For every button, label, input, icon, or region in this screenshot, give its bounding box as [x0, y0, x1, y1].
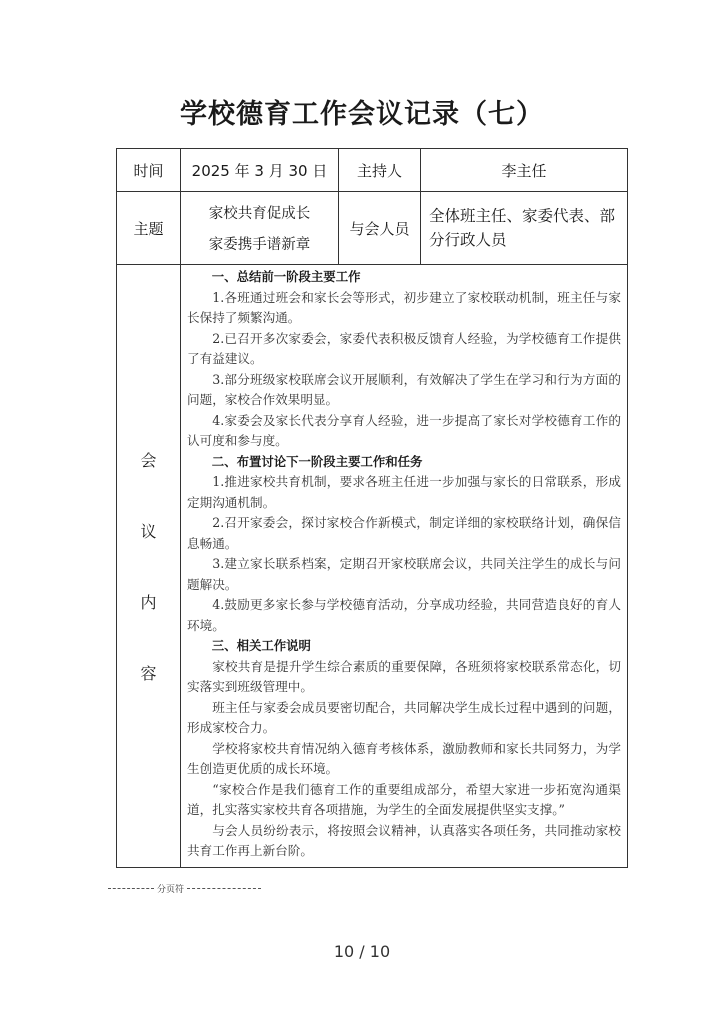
content-paragraph: 4.鼓励更多家长参与学校德育活动，分享成功经验，共同营造良好的育人环境。 [187, 597, 621, 633]
host-value: 李主任 [421, 149, 628, 192]
content-paragraph: 4.家委会及家长代表分享育人经验，进一步提高了家长对学校德育工作的认可度和参与度。 [187, 412, 621, 448]
time-value: 2025 年 3 月 30 日 [181, 149, 339, 192]
section-heading: 二、布置讨论下一阶段主要工作和任务 [211, 453, 423, 469]
content-paragraph: 学校将家校共育情况纳入德育考核体系，激励教师和家长共同努力，为学生创造更优质的成长环境。 [187, 740, 621, 776]
time-label: 时间 [117, 149, 181, 192]
content-label-cell [117, 265, 181, 868]
section-heading: 三、相关工作说明 [211, 638, 311, 653]
content-paragraph: 班主任与家委会成员要密切配合，共同解决学生成长过程中遇到的问题，形成家校合力。 [187, 699, 621, 735]
attendees-value: 全体班主任、家委代表、部分行政人员 [421, 192, 628, 265]
content-paragraph: 与会人员纷纷表示，将按照会议精神，认真落实各项任务，共同推动家校共育工作再上新台阶。 [187, 822, 621, 858]
table-row-theme [117, 192, 628, 265]
theme-line-2: 家委携手谱新章 [208, 237, 311, 253]
host-label: 主持人 [339, 149, 421, 192]
content-label-char: 内 [140, 593, 157, 612]
content-paragraph: 1.各班通过班会和家长会等形式，初步建立了家校联动机制，班主任与家长保持了频繁沟通。 [187, 289, 621, 325]
content-label-char: 议 [140, 522, 157, 541]
content-paragraph: 家校共育是提升学生综合素质的重要保障，各班须将家校联系常态化，切实落实到班级管理中。 [187, 658, 621, 694]
page-break-dash [187, 888, 261, 889]
content-paragraph: “家校合作是我们德育工作的重要组成部分，希望大家进一步拓宽沟通渠道，扎实落实家校共育各项措施，为学生的全面发展提供坚实支撑。” [187, 781, 621, 817]
theme-label: 主题 [117, 192, 181, 265]
meeting-content-cell [181, 265, 628, 868]
content-label-char: 会 [140, 451, 157, 470]
page-break-label: 分页符 [157, 885, 185, 895]
attendees-label: 与会人员 [339, 192, 421, 265]
page-break-dash [108, 888, 154, 889]
document-title: 学校德育工作会议记录（七） [180, 99, 544, 130]
content-label-char: 容 [140, 664, 157, 683]
content-paragraph: 1.推进家校共育机制，要求各班主任进一步加强与家长的日常联系，形成定期沟通机制。 [187, 474, 621, 510]
theme-value [181, 192, 339, 265]
content-paragraph: 3.部分班级家校联席会议开展顺利，有效解决了学生在学习和行为方面的问题，家校合作效果明显。 [187, 371, 621, 407]
theme-line-1: 家校共育促成长 [208, 206, 311, 222]
section-heading: 一、总结前一阶段主要工作 [211, 269, 361, 284]
page-number: 10 / 10 [333, 942, 391, 961]
content-paragraph: 2.已召开多次家委会，家委代表积极反馈育人经验，为学校德育工作提供了有益建议。 [187, 330, 621, 366]
page-break-marker [108, 882, 261, 895]
meeting-content [187, 267, 621, 862]
table-row-time [117, 149, 628, 192]
content-paragraph: 3.建立家长联系档案，定期召开家校联席会议，共同关注学生的成长与问题解决。 [187, 556, 621, 592]
meeting-record-table [116, 148, 628, 868]
content-paragraph: 2.召开家委会，探讨家校合作新模式，制定详细的家校联络计划，确保信息畅通。 [187, 515, 621, 551]
table-row-content [117, 265, 628, 868]
